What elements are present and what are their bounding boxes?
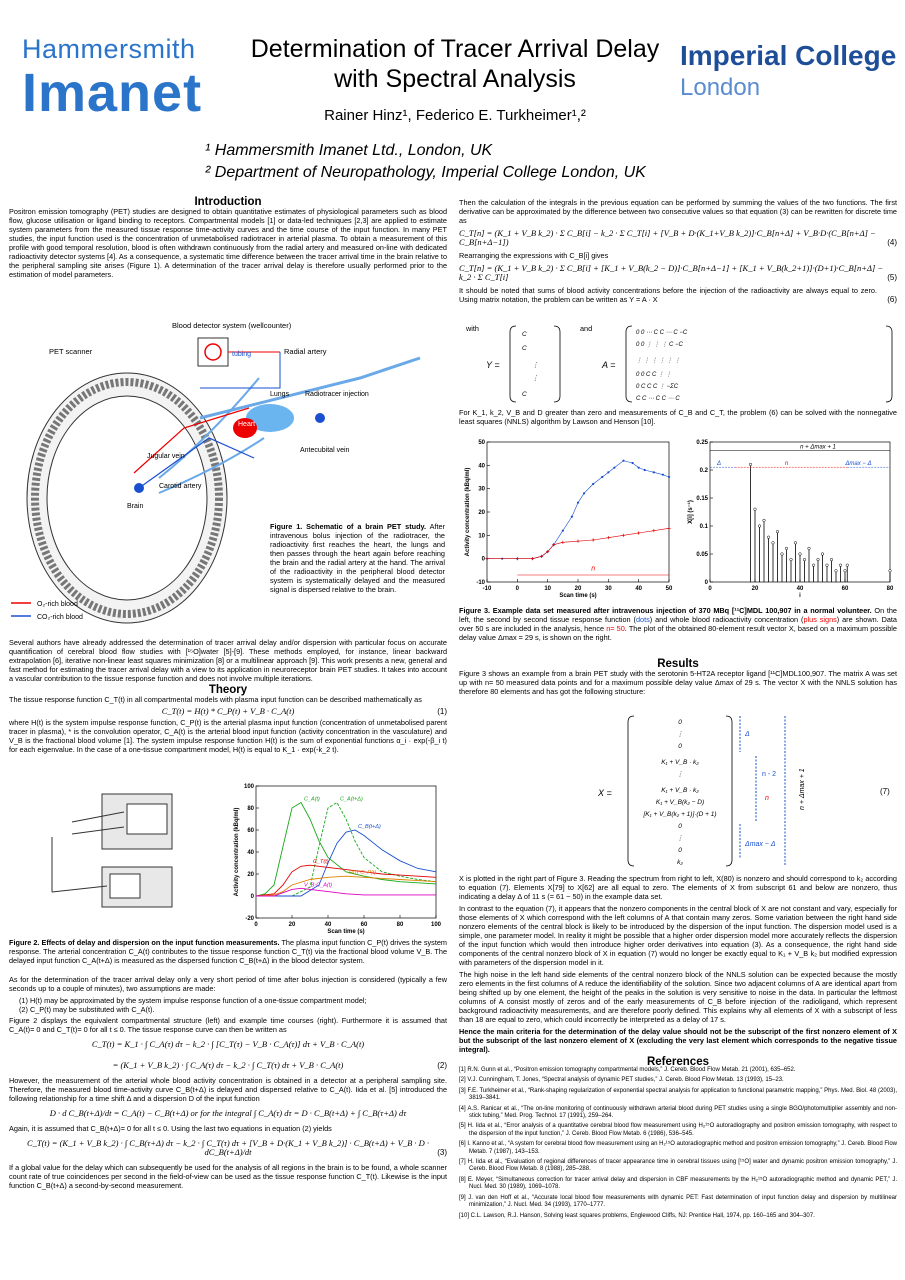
theory-paragraph-4: Figure 2 displays the equivalent compartmental structure (left) and example time courses (right). Furthermore it is assumed that C_A(t)= 0 and C_T(t)= 0 for all t ≤ 0. The tissue response curve can then be written as [9,1016,447,1034]
reference-item: [4] A.S. Ranicar et al., “The on-line monitoring of continuously withdrawn arterial blood during PET studies using a single BGO/photomultiplier assembly and non-stick tubing,” Med. Prog. Technol. 17 (1991), 259–264. [459,1105,897,1120]
x-tick-label: -10 [482,586,492,592]
svg-text:0: 0 [678,743,682,750]
equation-6-number: (6) [887,295,897,304]
legend-o2-rich: O₂-rich blood [37,601,78,608]
figure-3-caption-plus: plus signs [803,615,837,624]
bar-marker [794,542,797,545]
equation-5-number: (5) [887,273,897,282]
svg-text:[K₁ + V_B(k₂ + 1)]·(D + 1): [K₁ + V_B(k₂ + 1)]·(D + 1) [643,811,717,818]
results-continued [459,874,897,1223]
reference-item: [5] H. Iida et al., “Error analysis of a quantitative cerebral blood flow measurement using H₂¹⁵O autoradiography and positron emission tomography, with respect to the dispersion of the input function,” J. Cereb. Blood Flow Metab. 6 (1986), 536–545. [459,1123,897,1137]
figure-3-caption-text-3: ) are shown. Data over 50 s are included in the analysis, hence [459,615,897,633]
introduction-section [9,198,447,282]
x-tick-label: 40 [796,586,804,592]
reference-item: [7] H. Iida et al., “Evaluation of regional differences of tracer appearance time in cerebral tissues using [¹⁵O] water and dynamic positron emission tomography,” J. Cereb. Blood Flow Metab. 8 (1988), 285–288. [459,1159,897,1173]
y-tick-label: 0.25 [696,440,708,446]
matrix-y-and-a [480,322,900,406]
span-label: Δ [716,461,722,468]
vector-x-structure [590,712,898,870]
theory-paragraph-2: where H(t) is the system impulse response function, C_P(t) is the arterial plasma input function (concentration of unmetabolised parent tracer in plasma), * is the convolution operator, C_A(t) is the arterial blood input function (activity concentration in the vasculature) and V_B is the fractional blood volume [1]. The system impulse response function H(t) is the sum of exponential functions α_i · exp(-β_i t) for each eigenvalue. In the case of a one-tissue compartment model, H(t) is equal to K_1 · exp(-k_2 t). [9,718,447,754]
y-tick-label: -20 [245,916,254,922]
x-tick-label: 20 [288,922,296,928]
matrix-a-symbol: A = [602,360,616,370]
equation-1 [9,707,447,718]
results-paragraph-3: In contrast to the equation (7), it appears that the nonzero components in the central block of X are not constant and vary, especially for those elements of X which correspond with the left columns of A that contain many zeros. Some variation between the right hand side nonzero elements of the central block is likely to be introduced by the dispersion of the input function. The dispersion model used is a simple, one parameter model. In reality it might be possible that a higher order dispersion model more accurately reflects the dispersion of the input function which would then introduce higher order derivatives into equation (3). As a consequence, the right hand side components of the central nonzero block of X in equation (7) would no longer be exactly equal to K₁ + V_B k₂ but modified expression with parameters of the dispersion model in it. [459,904,897,967]
results-paragraph-2: X is plotted in the right part of Figure 3. Reading the spectrum from right to left, X(80) is nonzero and should correspond to k₂ according to equation (7). Elements X[79] to X[62] are all equal to zero. The elements of X from subscript 61 and below are nonzero, thus indicating a delay Δ of 11 s (= 61 − 50) in the example data set. [459,874,897,901]
theory-paragraph-5: However, the measurement of the arterial whole blood activity concentration is obtained in a detector at a peripheral sampling site. Therefore, the measured blood time-activity curve C_B(t+Δ) is delayed and dispersed relative to C_A(t). Iida et al. [5] introduced the following relationship for a time shift Δ and a dispersion D of the input function [9,1076,447,1103]
svg-text:K₁ + V_B(k₂ − D): K₁ + V_B(k₂ − D) [655,799,705,806]
x-axis-label: Scan time (s) [327,929,365,935]
y-tick-label: 60 [247,828,254,834]
bar-marker [781,553,784,556]
theory-heading: Theory [208,684,248,696]
reference-item: [10] C.L. Lawson, R.J. Hanson, Solving least squares problems, Englewood Cliffs, NJ: Prentice Hall, 1974, pp. 160–165 and 304–307. [459,1212,815,1219]
equation-5-text: C_T[n] = (K_1 + V_B k_2) · Σ C_B[i] + [K_1 + V_B(k_2 − D)]·C_B[n+Δ−1] + [K_1 + V_B(k_2+1)]·(D+1)·C_B[n+Δ] − k_2 · Σ C_T[i] [459,263,884,282]
figure-1-caption-bold: Figure 1. Schematic of a brain PET study. [270,522,427,531]
label-with: with [466,324,479,333]
figure-3-caption-text-1: On the left, the second by second tissue response function ( [459,606,897,624]
affiliations [205,140,646,184]
results-heading: Results [657,658,699,670]
figure-3-left-chart [459,436,679,606]
label-carotid-artery: Carotid artery [159,483,202,490]
reference-item: [2] V.J. Cunningham, T. Jones, “Spectral analysis of dynamic PET studies,” J. Cereb. Blood Flow Metab. 13 (1993), 15–23. [459,1077,784,1084]
figure-3-caption-dots: dots [635,615,650,624]
series-line [256,888,436,896]
title-line-1: Determination of Tracer Arrival Delay [250,35,660,63]
svg-text:⋮ ⋮ ⋮ ⋮ ⋮ ⋮: ⋮ ⋮ ⋮ ⋮ ⋮ ⋮ [636,358,681,364]
bar-marker [767,536,770,539]
series-label: V_B·C_A(t) [304,882,333,889]
intro-paragraph-2: Several authors have already addressed the determination of tracer arrival delay and/or dispersion with particular focus on accurate quantification of cerebral blood flow studies with [¹⁵O]water [5]-[9]. These methods employed, for instance, linear backward extrapolation [6], iterative non-linear least squares minimization [8] or a multilinear approach [9]. This work presents a new, general and fast method for estimating the tracer arrival delay with a view to its application in neuroreceptor brain PET studies. It takes into account a vascular contribution to the tissue response function and does not involve multiple iterations. [9,638,447,683]
affiliation-2: ² Department of Neuropathology, Imperial College London, UK [205,164,646,181]
label-antecubital-vein: Antecubital vein [300,447,350,454]
x-tick-label: 20 [751,586,759,592]
svg-text:0 0 C C ⋮ ⋮: 0 0 C C ⋮ ⋮ [636,372,672,378]
hammersmith-logo-text: Hammersmith [22,34,196,64]
series-line [256,830,436,896]
series-label: H(t)*C_P(t) [349,870,377,877]
x-tick-label: 20 [574,586,582,592]
y-tick-label: 20 [478,510,485,516]
svg-text:Δ: Δ [745,731,750,738]
reference-item: [6] I. Kanno et al., “A system for cerebral blood flow measurement using an H₂¹⁵O autoradiographic method and positron emission tomography,” J. Cereb. Blood Flow Metab. 7 (1987), 143–153. [459,1141,897,1155]
svg-text:C: C [522,331,527,338]
label-tubing: tubing [232,351,252,358]
label-heart: Heart [238,421,256,428]
introduction-heading: Introduction [194,196,262,208]
intro-paragraph-2-block [9,638,447,757]
svg-text:0: 0 [678,823,682,830]
tissue-line [487,461,669,559]
bar-marker [821,553,824,556]
bar-marker [826,564,829,567]
vector-x-symbol: X = [598,788,612,798]
bar-marker [754,508,757,511]
label-lungs: Lungs [270,391,290,398]
right-paragraph-1: Then the calculation of the integrals in the previous equation can be performed by summing the values of the two functions. The first derivative can be approximated by the difference between two consecutive values so that equation (3) can be rewritten for discrete time as [459,198,897,225]
right-paragraph-4-block [459,408,897,429]
bar-marker [817,558,820,561]
matrix-y-entries [522,331,539,398]
authors: Rainer Hinz¹, Federico E. Turkheimer¹,² [324,107,586,124]
theory-paragraph-6: Again, it is assumed that C_B(t+Δ)= 0 for all t ≤ 0. Using the last two equations in equation (2) yields [9,1124,332,1133]
plot-frame [487,442,669,582]
x-axis-label: Scan time (s) [559,593,597,599]
label-radial-artery: Radial artery [284,347,327,356]
figure-1-caption [270,522,445,594]
reference-item: [1] R.N. Gunn et al., “Positron emission tomography compartmental models,” J. Cereb. Blood Flow Metab. 21 (2001), 635–652. [459,1067,796,1073]
svg-text:K₁ + V_B · k₂: K₁ + V_B · k₂ [661,759,699,766]
n-span-label: n [591,565,596,573]
equation-3-text: C_T(t) = (K_1 + V_B k_2) · ∫ C_B(τ+Δ) dτ − k_2 · ∫ C_T(τ) dτ + [V_B + D·(K_1 + V_B k_2)] · C_B(t+Δ) + V_B · D · dC_B(t+Δ)/dt [26,1138,430,1157]
span-label: n + Δmax + 1 [800,444,836,451]
figure-3-caption-bold: Figure 3. Example data set measured after intravenous injection of 370 MBq [¹¹C]MDL 100,907 in a normal volunteer. [459,606,872,615]
figure-2-caption-text: The plasma input function C_P(t) drives the system response. The arterial concentration C_A(t) contributes to the tissue response function C_T(t) via the fractional blood volume V_B. The delayed input function C_A(t+Δ) is measured as the dispersed function C_B(t+Δ) in the blood detector system. [9,938,447,965]
assumption-1: (1) H(t) may be approximated by the system impulse response function of a one-tissue compartment model; [19,996,367,1005]
bar-marker [799,553,802,556]
equation-2a-text: C_T(t) = K_1 · ∫ C_A(τ) dτ − k_2 · ∫ [C_T(τ) − V_B · C_A(τ)] dτ + V_B · C_A(t) [91,1039,365,1049]
svg-text:0: 0 [678,719,682,726]
svg-text:n + Δmax + 1: n + Δmax + 1 [799,768,806,810]
x-tick-label: 60 [360,922,368,928]
y-axis-label: Activity concentration (kBq/ml) [465,467,471,557]
svg-text:C C ⋯ C C ⋯ C: C C ⋯ C C ⋯ C [636,396,680,402]
right-column-top [459,198,897,307]
figure-2-caption [9,938,447,965]
label-jugular-vein: Jugular vein [147,453,185,460]
assumption-2: (2) C_P(t) may be substituted with C_A(t). [19,1005,155,1014]
equation-2 [9,1040,447,1070]
vector-x-entries [643,719,717,866]
bar-marker [844,570,847,573]
affiliation-1: ¹ Hammersmith Imanet Ltd., London, UK [205,142,493,159]
figure-3-right-chart [680,436,900,606]
equation-4 [459,229,897,247]
references-list [459,1067,897,1220]
injection-marker [315,413,325,423]
bar-marker [803,558,806,561]
x-tick-label: 30 [604,586,612,592]
matrix-y-symbol: Y = [486,360,500,370]
brain-marker [134,483,144,493]
label-pet-scanner: PET scanner [49,347,93,356]
series-line [256,803,436,897]
bar-marker [830,558,833,561]
svg-text:0: 0 [678,847,682,854]
x-tick-label: 80 [886,586,894,592]
plot-frame [256,786,436,918]
equation-1-number: (1) [437,707,447,716]
blood-line [487,528,669,558]
svg-text:⋮: ⋮ [532,362,539,369]
bar-marker [758,525,761,528]
x-axis-label: i [799,593,801,599]
bar-marker [790,558,793,561]
svg-text:0 C C C ⋮ −ΣC: 0 C C C ⋮ −ΣC [636,384,679,390]
bar-marker [785,547,788,550]
svg-text:⋮: ⋮ [676,731,684,738]
theory-paragraph-7: If a global value for the delay which can subsequently be used for the analysis of all regions in the brain is to be found, a whole scanner count rate of true coincidences per second in the field-of-view can be used as the tissue response function C_T(t). Likewise is the input function C_B(t+Δ) a second-by-second measurement. [9,1163,447,1190]
label-blood-detector: Blood detector system (wellcounter) [172,321,292,330]
y-tick-label: 40 [478,463,485,470]
series-label: C_A(t+Δ) [340,796,363,803]
figure-3-right-plot-area [687,440,894,599]
svg-text:k₂: k₂ [677,859,683,866]
x-tick-label: 0 [708,586,712,592]
y-tick-label: 0.15 [696,496,708,502]
svg-text:⋮: ⋮ [676,835,684,842]
london-logo-text: London [680,74,761,101]
equation-4-number: (4) [887,238,897,247]
figure-3-caption-text-4: . The plot of the obtained 80-element result vector X, based on a maximum possible delay value Δmax = 29 s, is shown on the right. [459,624,897,642]
reference-item: [8] E. Meyer, “Simultaneous correction for tracer arrival delay and dispersion in CBF measurements by the H₂¹⁵O autoradiographic method and dynamic PET,” J. Nucl. Med. 30 (1989), 1069–1078. [459,1176,897,1191]
equation-1-text: C_T(t) = H(t) * C_P(t) + V_B · C_A(t) [161,706,295,716]
matrix-a-entries [636,330,688,402]
theory-paragraph-1: The tissue response function C_T(t) in all compartmental models with plasma input function can be described mathematically as [9,695,422,704]
figure-2-compartment-diagram [12,782,224,932]
figure-1-caption-text: After intravenous bolus injection of the radiotracer, the radioactivity first reaches the heart, the lungs and then passes through the heart again before reaching the brain and the radial artery at the hand. The arrival of the radioactivity in the peripheral blood detector system is systematically delayed and the measured signal is dispersed relative to the brain. [270,522,445,594]
reference-item: [3] F.E. Turkheimer et al., “Rank-shaping regularization of exponential spectral analysis for application to functional parametric mapping,” Phys. Med. Biol. 48 (2003), 3819–3841. [459,1087,897,1102]
y-tick-label: 0 [481,556,485,563]
svg-text:n: n [765,795,769,802]
imanet-logo-text: Imanet [22,63,203,123]
x-tick-label: 0 [254,922,258,928]
right-paragraph-4: For K_1, k_2, V_B and D greater than zero and measurements of C_B and C_T, the problem (6) can be solved with the nonnegative least squares (NNLS) algorithm by Lawson and Henson [10]. [459,408,897,426]
y-tick-label: 0.1 [699,524,708,530]
equation-4-text: C_T[n] = (K_1 + V_B k_2) · Σ C_B[i] − k_2 · Σ C_T[i] + [V_B + D·(K_1+V_B k_2)]·C_B[n+Δ] + V_B·D·(C_B[n+Δ] − C_B[n+Δ−1]) [459,228,876,247]
span-label: Δmax − Δ [845,461,872,468]
equation-2b-text: = (K_1 + V_B k_2) · ∫ C_A(τ) dτ − k_2 · ∫ C_T(τ) dτ + V_B · C_A(t) [112,1060,344,1070]
svg-text:K₁ + V_B · k₂: K₁ + V_B · k₂ [661,787,699,794]
x-tick-label: 10 [544,586,552,592]
matrix-notation-line [459,286,897,304]
svg-text:0 0 ⋯ C C ⋯ C −C: 0 0 ⋯ C C ⋯ C −C [636,330,688,336]
label-brain: Brain [127,503,144,510]
span-label: n [784,461,789,468]
y-tick-label: 10 [478,533,485,540]
imperial-logo-text: Imperial College [680,40,897,71]
bar-marker [808,547,811,550]
results-paragraph-4: The high noise in the left hand side elements of the central nonzero block of the NNLS solution can be expected because the mostly zero elements in the first columns of A reduce the identifiability of the solution. Since two adjacent columns of A are identical apart from being shifted up by one element, the height of the peaks in the solution is very sensitive to noise in the data. In particular the leftmost columns of A consist mostly of zeros and of the early measurements of C_B before injection of the radioligand, which represent background radioactivity measurements, and are therefore poorly defined. This explains why all elements of X with a subscript of less than 18 are equal to zero, which could incorrectly be interpreted as a delay of 17 s. [459,970,897,1024]
equation-3 [9,1139,447,1157]
bar-marker [889,570,892,573]
figure-1-body-schematic [160,318,450,468]
title-line-2: with Spectral Analysis [334,65,576,93]
theory-continued [9,975,447,1193]
svg-text:C: C [522,391,527,398]
x-tick-label: 40 [635,586,643,592]
x-tick-label: 50 [665,586,673,592]
results-paragraph-5: Hence the main criteria for the determination of the delay value should not be the subscript of the first nonzero element of X but the subscript of the last nonzero element of X (excluding the very last element which corresponds to the negative tissue integral). [459,1027,897,1054]
x-tick-label: 80 [396,922,404,928]
wellcounter-box [198,338,228,366]
intro-paragraph-1: Positron emission tomography (PET) studies are designed to obtain quantitative estimates of physiological parameters such as blood flow, glucose utilisation or ligand binding to receptors. Compartmental models [1] or data-led techniques [2,3] are applied to estimate system parameters from the measured tissue response time-activity curves and the time course of the input function. In many PET studies, the input function used is the concentration of unmetabolised radiotracer in arterial plasma. To obtain a measurement of this profile with good temporal resolution, blood is often withdrawn continuously from the radial artery and measured on-line with dedicated radioactivity detector systems [4]. As a consequence, a systematic time difference between the tracer arrival time in the brain relative to the peripheral sampling site arises (Figure 1). A determination of the tracer arrival delay is therefore usually performed prior to the estimation of model parameters. [9,207,447,279]
label-and: and [580,324,593,333]
y-tick-label: 0.2 [699,468,708,474]
bar-marker [839,564,842,567]
series-label: C_A(t) [304,796,320,803]
poster-title [235,34,675,94]
y-tick-label: -10 [476,580,485,586]
svg-text:Δmax − Δ: Δmax − Δ [745,841,776,848]
x-tick-label: 40 [324,922,332,928]
x-tick-label: 100 [430,922,442,928]
right-paragraph-3: It should be noted that sums of blood activity concentrations before the injection of the radioactivity are always equal to zero. Using matrix notation, the problem can be written as Y = A · X [459,286,877,304]
y-tick-label: 100 [243,784,254,790]
y-axis-label: X[i] (s⁻¹) [688,500,694,524]
svg-text:⋮: ⋮ [676,771,684,778]
theory-paragraph-3: As for the determination of the tracer arrival delay only a very short period of time after bolus injection is considered (typically a few seconds up to a couple of minutes), two assumptions are made: [9,975,447,993]
svg-text:⋮: ⋮ [532,375,539,382]
legend-co2-rich: CO₂-rich blood [37,614,83,621]
y-tick-label: 40 [247,850,254,856]
results-section [459,660,897,699]
x-tick-label: 0 [515,586,520,592]
label-radiotracer-injection: Radiotracer injection [305,391,369,398]
equation-7-number: (7) [880,787,890,796]
y-axis-label: Activity concentration (kBq/ml) [234,807,240,897]
figure-2-chart [228,780,446,940]
figure-3-caption [459,606,897,642]
series-label: C_T(t) [313,859,329,866]
y-tick-label: 0 [704,580,708,586]
equation-dispersion: D · d C_B(t+Δ)/dt = C_A(t) − C_B(t+Δ) or for the integral ∫ C_A(τ) dτ = D · C_B(t+Δ) + ∫ C_B(τ+Δ) dτ [49,1108,407,1118]
figure-3-caption-n: n= 50 [606,624,625,633]
bar-marker [763,519,766,522]
figure-3-caption-text-2: ) and whole blood radioactivity concentration ( [649,615,804,624]
svg-text:n - 2: n - 2 [762,771,777,778]
figure-2-caption-bold: Figure 2. Effects of delay and dispersion on the input function measurements. [9,938,280,947]
svg-text:C: C [522,345,527,352]
figure-2-plot-area [234,784,442,935]
results-paragraph-1: Figure 3 shows an example from a brain PET study with the serotonin 5-HT2A receptor ligand [¹¹C]MDL100,907. The matrix A was set up with n= 50 measured data points and for a maximum possible delay value Δmax of 29 s. The vector X with the NNLS solution has therefore 80 elements and has got the following structure: [459,669,897,696]
reference-item: [9] J. van den Hoff et al., “Accurate local blood flow measurements with dynamic PET: Fast determination of input function delay and dispersion by multilinear minimization,” J. Nucl. Med. 34 (1993), 1770–1777. [459,1194,897,1209]
equation-2-number: (2) [437,1061,447,1070]
references-heading: References [646,1056,709,1068]
bar-marker [846,564,849,567]
bar-marker [776,530,779,533]
svg-text:0 0 ⋮ ⋮ ⋮ C −C: 0 0 ⋮ ⋮ ⋮ C −C [636,342,683,348]
series-label: C_B(t+Δ) [358,824,381,830]
equation-5 [459,264,897,282]
y-tick-label: 0.05 [696,552,708,558]
y-tick-label: 0 [250,894,254,900]
bar-marker [749,463,752,466]
y-tick-label: 50 [478,440,485,446]
equation-3-number: (3) [437,1148,447,1157]
bar-marker [812,564,815,567]
y-tick-label: 80 [247,806,254,812]
bar-marker [835,570,838,573]
y-tick-label: 30 [478,486,485,493]
legend-arrows [11,603,31,616]
x-tick-label: 60 [841,586,849,592]
y-tick-label: 20 [247,872,254,878]
right-paragraph-2: Rearranging the expressions with C_B[i] gives [459,251,609,260]
figure-3-left-plot-area [465,440,673,599]
bar-marker [772,542,775,545]
